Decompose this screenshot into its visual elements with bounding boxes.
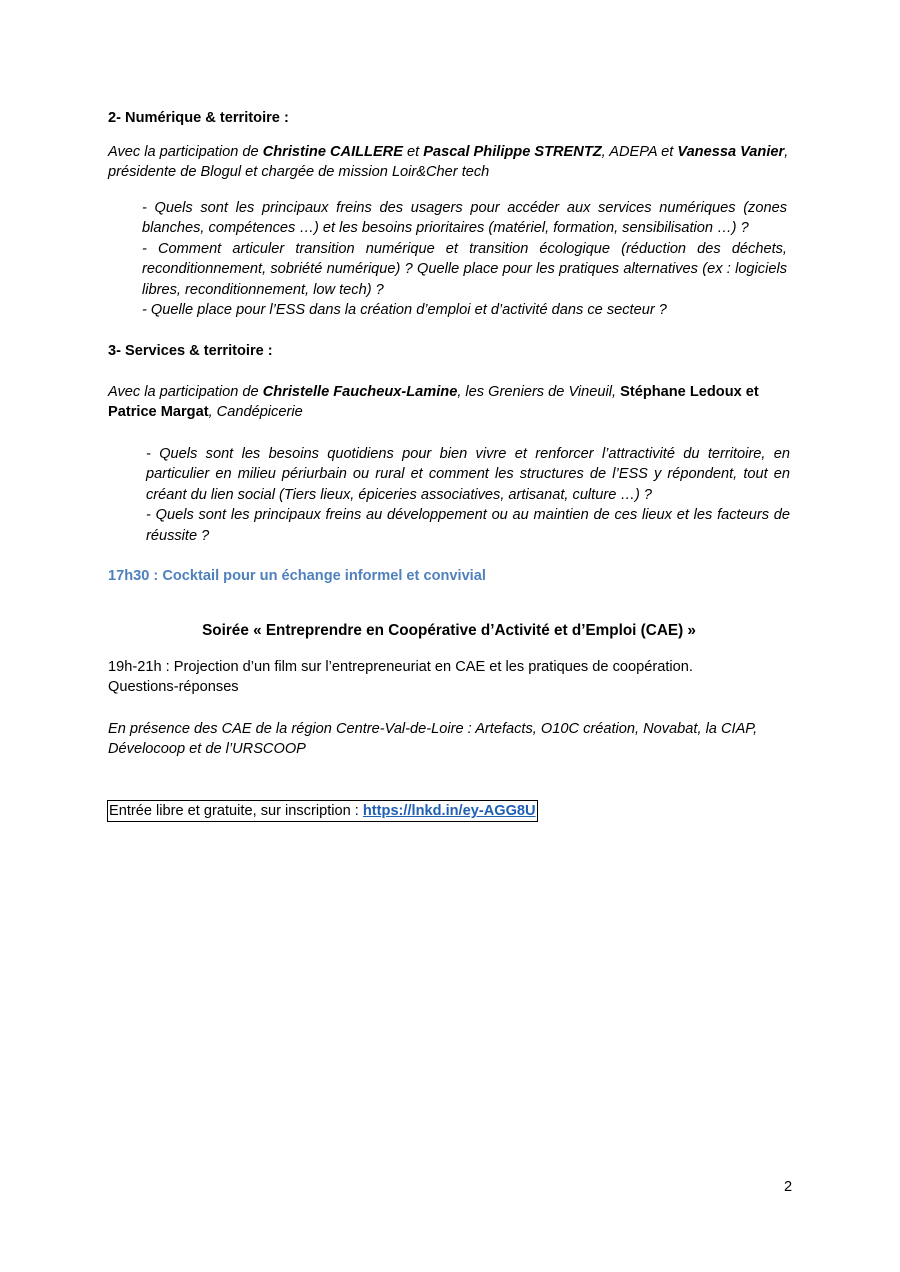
participant-name: Christine CAILLERE [262,144,403,160]
soiree-schedule [108,657,790,698]
question-item: - Quels sont les besoins quotidiens pour bien vivre et renforcer l’attractivité du territoire, en particulier en milieu périurbain ou rural et comment les structures de l’ESS y répondent, tout en créant du lien social (Tiers lieux, épiceries associatives, artisanat, culture …) ? [146,446,790,503]
soiree-title: Soirée « Entreprendre en Coopérative d’Activité et d’Emploi (CAE) » [202,622,696,639]
inscription-label: Entrée libre et gratuite, sur inscription : [109,803,363,819]
intro-text: Avec la participation de [108,144,263,160]
intro-text: et [402,144,424,160]
cocktail-line: 17h30 : Cocktail pour un échange informel et convivial [108,568,486,584]
page-number: 2 [784,1179,793,1195]
schedule-line: 19h-21h : Projection d’un film sur l’entrepreneuriat en CAE et les pratiques de coopération. [108,659,693,675]
question-item: - Quels sont les principaux freins des usagers pour accéder aux services numériques (zones blanches, compétences …) et les besoins prioritaires (matériel, formation, sensibilisation …) ? [142,200,787,237]
section3-heading: 3- Services & territoire : [108,343,273,359]
participant-name: Stéphane Ledoux et Patrice Margat [108,384,759,421]
intro-text: , Candépicerie [208,404,303,421]
participant-name: Christelle Faucheux-Lamine [262,384,458,400]
intro-text: , présidente de Blogul et chargée de mission Loir&Cher tech [108,144,789,181]
intro-text: Avec la participation de [108,384,263,400]
section3-questions [146,444,790,546]
soiree-presence: En présence des CAE de la région Centre-Val-de-Loire : Artefacts, O10C création, Novabat, la CIAP, Dévelocoop et de l’URSCOOP [108,721,758,758]
section2-questions [142,198,787,320]
intro-text: , les Greniers de Vineuil, [457,384,621,400]
section3-intro [108,382,790,423]
schedule-line: Questions-réponses [108,679,239,696]
section2-heading: 2- Numérique & territoire : [108,110,289,126]
inscription-link[interactable]: https://lnkd.in/ey-AGG8U [362,803,536,819]
participant-name: Pascal Philippe STRENTZ [423,144,602,160]
inscription-box [107,800,538,822]
question-item: - Quelle place pour l’ESS dans la création d’emploi et d’activité dans ce secteur ? [142,302,667,319]
question-item: - Quels sont les principaux freins au développement ou au maintien de ces lieux et les facteurs de réussite ? [146,507,790,544]
intro-text: , ADEPA et [601,144,678,160]
section2-intro [108,142,790,183]
question-item: - Comment articuler transition numérique et transition écologique (réduction des déchets, reconditionnement, sobriété numérique) ? Quelle place pour les pratiques alternatives (ex : logiciels libres, reconditionnement, low tech) ? [142,240,787,298]
participant-name: Vanessa Vanier [677,144,785,160]
